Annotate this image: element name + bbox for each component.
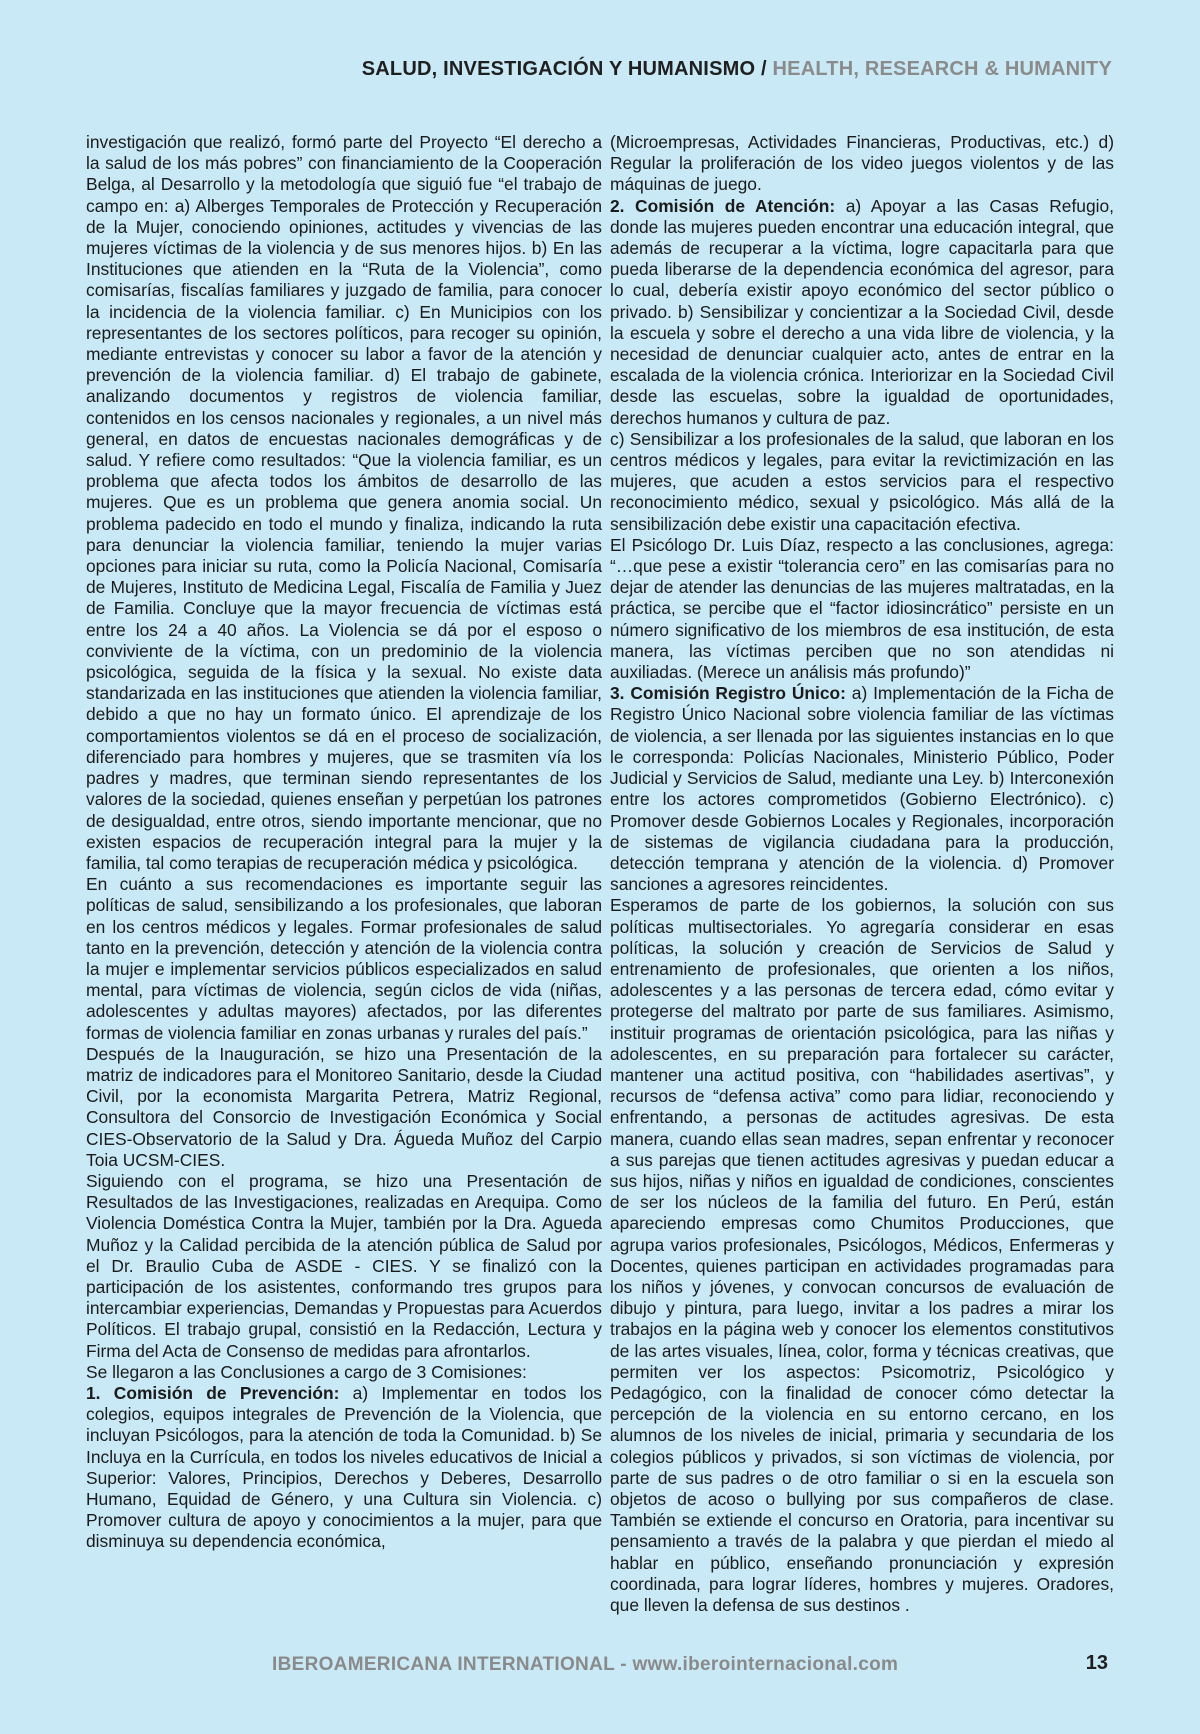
running-header [362,58,1112,81]
commission-registry-heading: 3. Comisión Registro Único: [610,683,846,704]
right-paragraph-2 [610,196,1114,429]
left-paragraph-6 [86,1383,602,1553]
commission-prevention-heading: 1. Comisión de Prevención: [86,1382,340,1403]
left-paragraph-4: Siguiendo con el programa, se hizo una Presentación de Resultados de las Investigaciones, realizadas en Arequipa. Como Violencia Doméstica Contra la Mujer, también por la Dra. Agueda Muñoz y la Calidad percibida de la atención pública de Salud por el Dr. Braulio Cuba de ASDE - CIES. Y se finalizó con la participación de los asistentes, conformando tres grupos para intercambiar experiencias, Demandas y Propuestas para Acuerdos Políticos. El trabajo grupal, consistió en la Redacción, Lectura y Firma del Acta de Consenso de medidas para afrontarlos. [86,1170,602,1361]
header-separator: / [755,58,773,80]
left-column [86,132,602,1553]
header-title-en: HEALTH, RESEARCH & HUMANITY [772,58,1112,80]
commission-registry-text: a) Implementación de la Ficha de Registro Único Nacional sobre violencia familiar de las víctimas de violencia, a ser llenada por las siguientes instancias en lo que le corresponda: Policías Nacionales, Ministerio Público, Poder Judicial y Servicios de Salud, mediante una Ley. b) Interconexión entre los actores comprometidos (Gobierno Electrónico). c) Promover desde Gobiernos Locales y Regionales, incorporación de sistemas de vigilancia ciudadana para la producción, detección temprana y atención de la violencia. d) Promover sanciones a agresores reincidentes. [610,683,1114,895]
commission-attention-heading: 2. Comisión de Atención: [610,195,836,216]
right-paragraph-3: c) Sensibilizar a los profesionales de la salud, que laboran en los centros médicos y legales, para evitar la revictimización en las mujeres, que acuden a estos servicios para el respectivo reconocimiento médico, sexual y psicológico. Más allá de la sensibilización debe existir una capacitación efectiva. [610,428,1114,534]
commission-prevention-text: a) Implementar en todos los colegios, equipos integrales de Prevención de la Violencia, que incluyan Psicólogos, para la atención de toda la Comunidad. b) Se Incluya en la Currícula, en todos los niveles educativos de Inicial a Superior: Valores, Principios, Derechos y Deberes, Desarrollo Humano, Equidad de Género, y una Cultura sin Violencia. c) Promover cultura de apoyo y conocimientos a la mujer, para que disminuya su dependencia económica, [86,1382,602,1552]
header-title-es: SALUD, INVESTIGACIÓN Y HUMANISMO [361,58,756,80]
commission-attention-text: a) Apoyar a las Casas Refugio, donde las mujeres pueden encontrar una educación integral, que además de recuperar a la víctima, logre capacitarla para que pueda liberarse de la dependencia económica del agresor, para lo cual, debería existir apoyo económico del sector público o privado. b) Sensibilizar y concientizar a la Sociedad Civil, desde la escuela y sobre el derecho a una vida libre de violencia, y la necesidad de denunciar cualquier acto, antes de entrar en la escalada de la violencia crónica. Interiorizar en la Sociedad Civil desde las escuelas, sobre la igualdad de oportunidades, derechos humanos y cultura de paz. [610,195,1114,428]
right-paragraph-1: (Microempresas, Actividades Financieras, Productivas, etc.) d) Regular la proliferación de los video juegos violentos y de las máquinas de juego. [610,132,1114,195]
right-column [610,132,1114,1616]
left-paragraph-3: Después de la Inauguración, se hizo una Presentación de la matriz de indicadores para el Monitoreo Sanitario, desde la Ciudad Civil, por la economista Margarita Petrera, Matriz Regional, Consultora del Consorcio de Investigación Económica y Social CIES-Observatorio de la Salud y Dra. Águeda Muñoz del Carpio Toia UCSM-CIES. [86,1043,602,1170]
right-paragraph-4: El Psicólogo Dr. Luis Díaz, respecto a las conclusiones, agrega: “…que pese a existir “tolerancia cero” en las comisarías para no dejar de atender las denuncias de las mujeres maltratadas, en la práctica, se percibe que el “factor idiosincrático” persiste en un número significativo de los miembros de esa institución, de esta manera, las víctimas perciben que no son atendidas ni auxiliadas. (Merece un análisis más profundo)” [610,534,1114,683]
left-paragraph-1: investigación que realizó, formó parte del Proyecto “El derecho a la salud de los más pobres” con financiamiento de la Cooperación Belga, al Desarrollo y la metodología que siguió fue “el trabajo de campo en: a) Alberges Temporales de Protección y Recuperación de la Mujer, conociendo opiniones, actitudes y vivencias de las mujeres víctimas de la violencia y de sus menores hijos. b) En las Instituciones que atienden en la “Ruta de la Violencia”, como comisarías, fiscalías familiares y juzgado de familia, para conocer la incidencia de la violencia familiar. c) En Municipios con los representantes de los sectores políticos, para recoger su opinión, mediante entrevistas y conocer su labor a favor de la atención y prevención de la violencia familiar. d) El trabajo de gabinete, analizando documentos y registros de violencia familiar, contenidos en los censos nacionales y regionales, a un nivel más general, en datos de encuestas nacionales demográficas y de salud. Y refiere como resultados: “Que la violencia familiar, es un problema que afecta todos los ámbitos de desarrollo de las mujeres. Que es un problema que genera anomia social. Un problema padecido en todo el mundo y finaliza, indicando la ruta para denunciar la violencia familiar, teniendo la mujer varias opciones para iniciar su ruta, como la Policía Nacional, Comisaría de Mujeres, Instituto de Medicina Legal, Fiscalía de Familia y Juez de Familia. Concluye que la mayor frecuencia de víctimas está entre los 24 a 40 años. La Violencia se dá por el esposo o conviviente de la víctima, con un predominio de la violencia psicológica, seguida de la física y la sexual. No existe data standarizada en las instituciones que atienden la violencia familiar, debido a que no hay un formato único. El aprendizaje de los comportamientos violentos se dá en el proceso de socialización, diferenciado para hombres y mujeres, que se trasmiten vía los padres y madres, que terminan siendo representantes de los valores de la sociedad, quienes enseñan y perpetúan los patrones de desigualdad, entre otros, siendo importante mencionar, que no existen espacios de recuperación integral para la mujer y la familia, tal como terapias de recuperación médica y psicológica. [86,132,602,873]
left-paragraph-5: Se llegaron a las Conclusiones a cargo de 3 Comisiones: [86,1361,527,1382]
page-number: 13 [1085,1652,1108,1674]
right-paragraph-6: Esperamos de parte de los gobiernos, la solución con sus políticas multisectoriales. Yo agregaría considerar en esas políticas, la solución y creación de Servicios de Salud y entrenamiento de profesionales, que orienten a los niños, adolescentes y a las personas de tercera edad, cómo evitar y protegerse del maltrato por parte de sus familiares. Asimismo, instituir programas de orientación psicológica, para las niñas y adolescentes, en su preparación para fortalecer su carácter, mantener una actitud positiva, con “habilidades asertivas”, y recursos de “defensa activa” como para lidiar, reconociendo y enfrentando, a personas de actitudes agresivas. De esta manera, cuando ellas sean madres, sepan enfrentar y reconocer a sus parejas que tienen actitudes agresivas y puedan educar a sus hijos, niñas y niños en igualdad de condiciones, conscientes de ser los núcleos de la familia del futuro. En Perú, están apareciendo empresas como Chumitos Producciones, que agrupa varios profesionales, Psicólogos, Médicos, Enfermeras y Docentes, quienes participan en actividades programadas para los niños y jóvenes, y convocan concursos de evaluación de dibujo y pintura, para luego, invitar a los padres a mirar los trabajos en la página web y conocer los elementos constitutivos de las artes visuales, línea, color, forma y técnicas creativas, que permiten ver los aspectos: Psicomotriz, Psicológico y Pedagógico, con la finalidad de conocer cómo detectar la percepción de la violencia en su entorno cercano, en los alumnos de los niveles de inicial, primaria y secundaria de los colegios públicos y privados, si son víctimas de violencia, por parte de sus padres o de otro familiar o si en la escuela son objetos de acoso o bullying por sus compañeros de clase. También se extiende el concurso en Oratoria, para incentivar su pensamiento a través de la palabra y que pierdan el miedo al hablar en público, enseñando pronunciación y expresión coordinada, para lograr líderes, hombres y mujeres. Oradores, que lleven la defensa de sus destinos . [610,895,1114,1616]
left-paragraph-2: En cuánto a sus recomendaciones es importante seguir las políticas de salud, sensibilizando a los profesionales, que laboran en los centros médicos y legales. Formar profesionales de salud tanto en la prevención, detección y atención de la violencia contra la mujer e implementar servicios públicos especializados en salud mental, para víctimas de violencia, según ciclos de vida (niñas, adolescentes y adultas mayores) afectados, por las diferentes formas de violencia familiar en zonas urbanas y rurales del país.” [86,874,602,1043]
footer-journal: IBEROAMERICANA INTERNATIONAL - www.iberointernacional.com [272,1654,899,1675]
right-paragraph-5 [610,683,1114,895]
